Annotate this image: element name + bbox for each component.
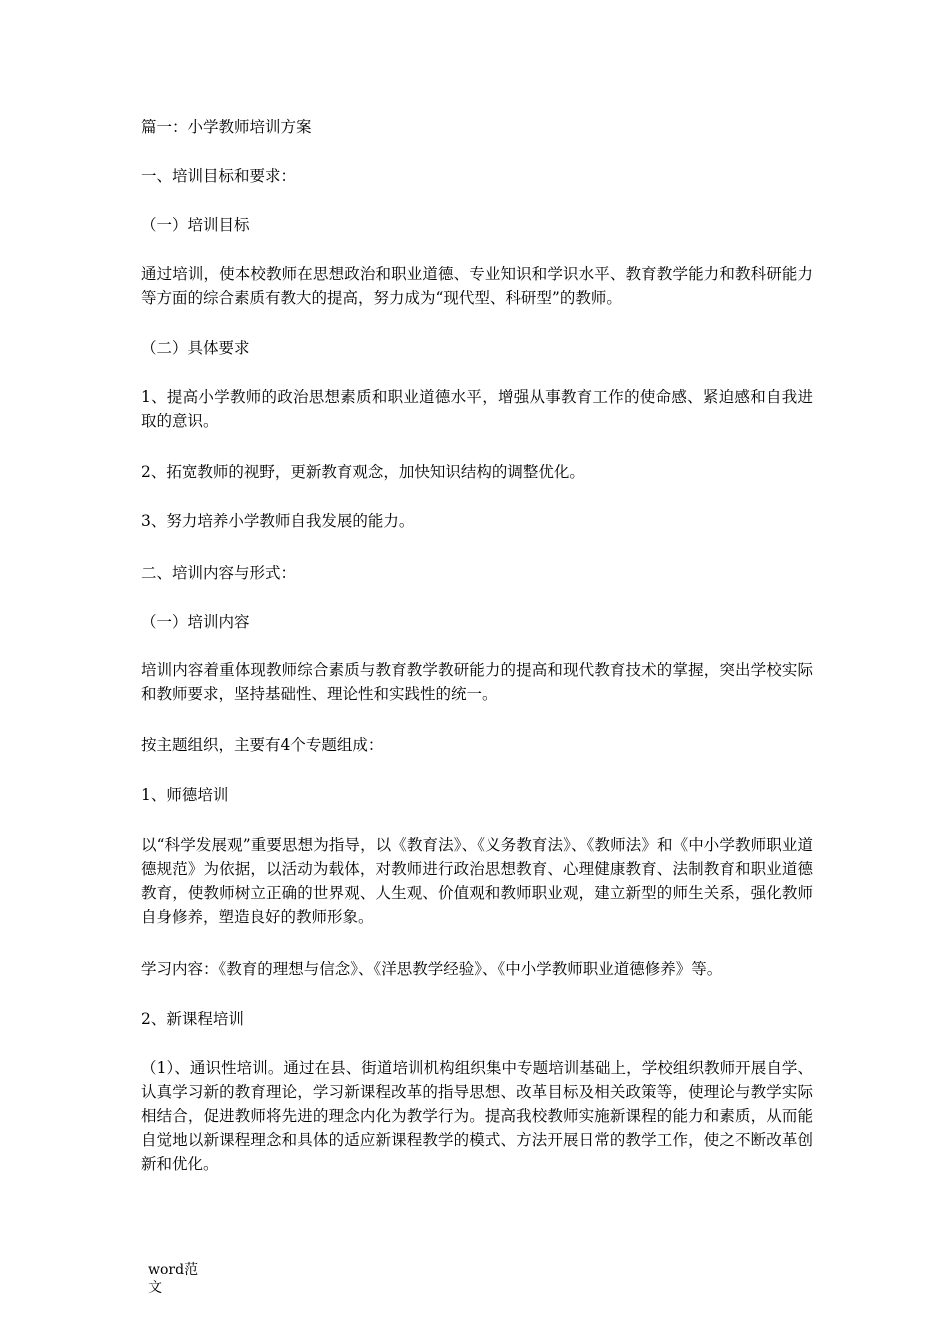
document-title: 篇一：小学教师培训方案	[141, 118, 312, 136]
subsection-heading-1-2: （二）具体要求	[141, 339, 250, 357]
section-heading-2: 二、培训内容与形式：	[141, 564, 297, 582]
section-heading-1: 一、培训目标和要求：	[141, 167, 297, 185]
subsection-heading-1-1: （一）培训目标	[141, 216, 250, 234]
paragraph-requirement-1: 1、提高小学教师的政治思想素质和职业道德水平，增强从事教育工作的使命感、紧迫感和自我进取的意识。	[141, 388, 813, 430]
paragraph-study-content: 学习内容：《教育的理想与信念》、《洋思教学经验》、《中小学教师职业道德修养》等。	[141, 960, 723, 978]
paragraph-training-content: 培训内容着重体现教师综合素质与教育教学教研能力的提高和现代教育技术的掌握，突出学校实际和教师要求，坚持基础性、理论性和实践性的统一。	[141, 661, 813, 703]
page-footer: word范文	[148, 1262, 199, 1296]
paragraph-requirement-2: 2、拓宽教师的视野，更新教育观念，加快知识结构的调整优化。	[141, 463, 585, 481]
paragraph-requirement-3: 3、努力培养小学教师自我发展的能力。	[141, 512, 415, 530]
paragraph-ethics-training: 以“科学发展观”重要思想为指导，以《教育法》、《义务教育法》、《教师法》和《中小学教师职业道德规范》为依据，以活动为载体，对教师进行政治思想教育、心理健康教育、法制教育和职业道德教育，使教师树立正确的世界观、人生观、价值观和教师职业观，建立新型的师生关系，强化教师自身修养，塑造良好的教师形象。	[141, 836, 813, 926]
topic-heading-2: 2、新课程培训	[141, 1010, 244, 1028]
paragraph-training-goal: 通过培训，使本校教师在思想政治和职业道德、专业知识和学识水平、教育教学能力和教科研能力等方面的综合素质有教大的提高，努力成为“现代型、科研型”的教师。	[141, 265, 813, 307]
topic-heading-1: 1、师德培训	[141, 786, 229, 804]
paragraph-topics-intro: 按主题组织，主要有4个专题组成：	[141, 736, 384, 754]
subsection-heading-2-1: （一）培训内容	[141, 613, 250, 631]
paragraph-general-training: （1）、通识性培训。通过在县、街道培训机构组织集中专题培训基础上，学校组织教师开展自学、认真学习新的教育理论，学习新课程改革的指导思想、改革目标及相关政策等，使理论与教学实际相结合，促进教师将先进的理念内化为教学行为。提高我校教师实施新课程的能力和素质，从而能自觉地以新课程理念和具体的适应新课程教学的模式、方法开展日常的教学工作，使之不断改革创新和优化。	[141, 1059, 813, 1173]
